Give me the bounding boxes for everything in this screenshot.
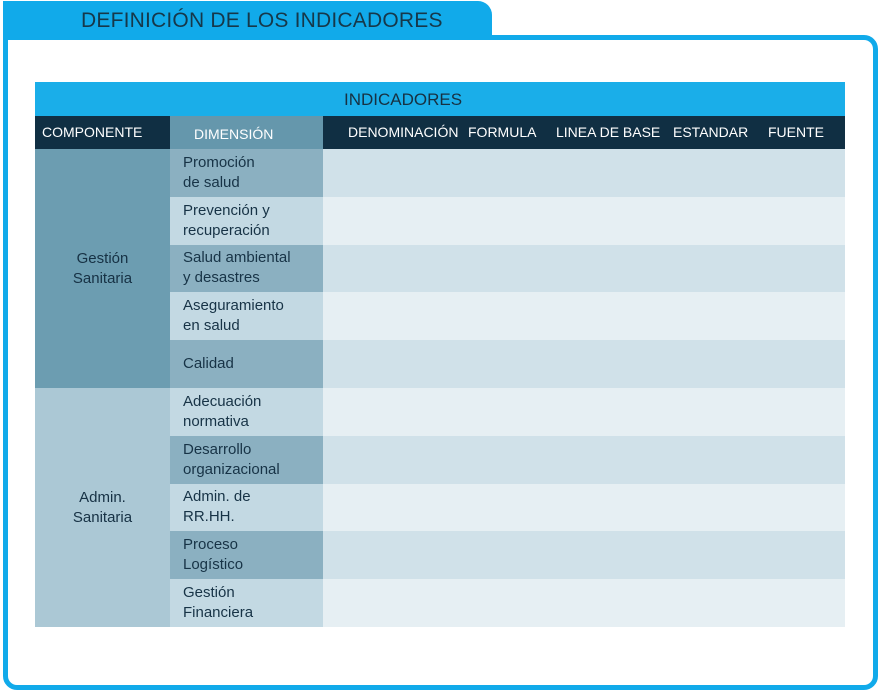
dimension-label: Prevención y recuperación <box>183 201 270 239</box>
dimension-label: Adecuación normativa <box>183 392 262 430</box>
indicator-data-cell <box>323 436 845 484</box>
table-title-row <box>35 82 845 116</box>
dimension-label: Desarrollo organizacional <box>183 440 280 478</box>
header-fuente: FUENTE <box>768 124 824 140</box>
indicators-table <box>35 82 845 627</box>
table-row <box>170 484 845 532</box>
dimension-label: Aseguramiento en salud <box>183 297 284 335</box>
header-formula: FORMULA <box>468 124 537 140</box>
table-row <box>170 388 845 436</box>
dimension-cell <box>170 484 323 532</box>
table-row <box>170 292 845 340</box>
dimension-cell <box>170 292 323 340</box>
header-dimension: DIMENSIÓN <box>170 116 323 150</box>
dimension-cell <box>170 340 323 388</box>
table-row <box>170 340 845 388</box>
componente-label: Admin. Sanitaria <box>72 488 133 526</box>
dimension-label: Salud ambiental y desastres <box>183 249 291 287</box>
indicator-data-cell <box>323 149 845 197</box>
dimension-cell <box>170 579 323 627</box>
componente-cell <box>35 149 170 388</box>
table-row <box>170 436 845 484</box>
header-denominacion: DENOMINACIÓN <box>348 124 459 140</box>
indicator-data-cell <box>323 579 845 627</box>
table-row <box>170 245 845 293</box>
page-title: DEFINICIÓN DE LOS INDICADORES <box>81 9 443 32</box>
header-componente: COMPONENTE <box>42 124 143 140</box>
table-row <box>170 197 845 245</box>
table-row <box>170 149 845 197</box>
dimension-cell <box>170 436 323 484</box>
table-row <box>170 531 845 579</box>
componente-label: Gestión Sanitaria <box>72 249 133 287</box>
dimension-label: Admin. de RR.HH. <box>183 488 251 526</box>
table-body <box>35 149 845 627</box>
componente-cell <box>35 388 170 627</box>
header-estandar: ESTANDAR <box>673 124 749 140</box>
table-header-row <box>35 116 845 149</box>
indicator-data-cell <box>323 292 845 340</box>
dimension-label: Proceso Logístico <box>183 536 244 574</box>
table-row <box>170 579 845 627</box>
indicator-data-cell <box>323 531 845 579</box>
indicator-data-cell <box>323 484 845 532</box>
dimension-cell <box>170 149 323 197</box>
dimension-label: Promoción de salud <box>183 153 255 191</box>
indicator-data-cell <box>323 197 845 245</box>
dimension-label: Calidad <box>183 355 234 373</box>
dimension-cell <box>170 245 323 293</box>
header-linea-base: LINEA DE BASE <box>556 124 661 140</box>
dimension-cell <box>170 531 323 579</box>
table-title: INDICADORES <box>344 90 463 109</box>
dimension-cell <box>170 197 323 245</box>
indicator-data-cell <box>323 340 845 388</box>
indicator-data-cell <box>323 245 845 293</box>
indicator-data-cell <box>323 388 845 436</box>
dimension-label: Gestión Financiera <box>183 584 254 622</box>
dimension-cell <box>170 388 323 436</box>
